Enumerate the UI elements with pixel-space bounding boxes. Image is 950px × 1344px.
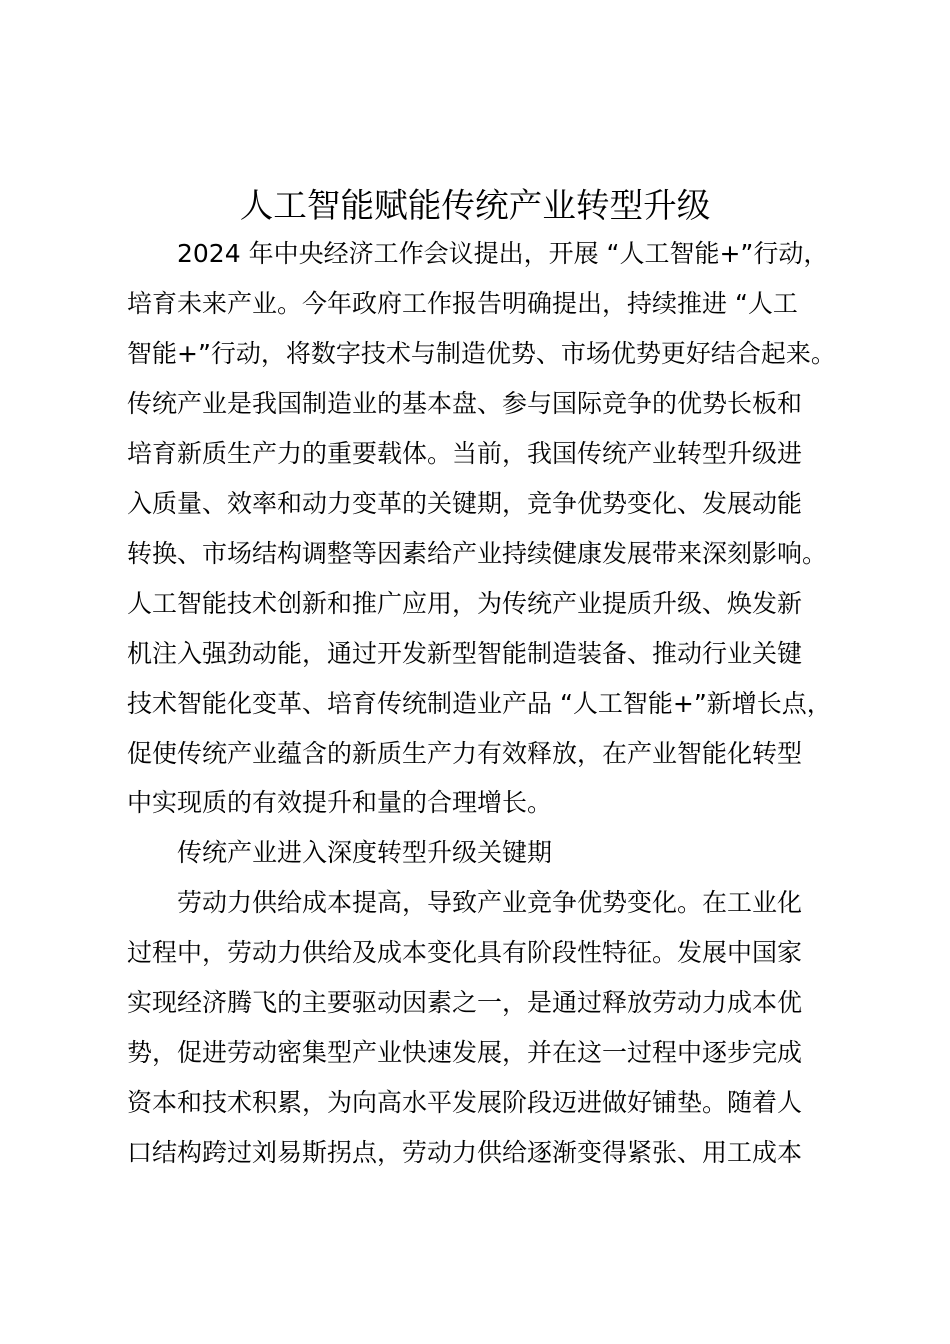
paragraph-1-line-6: 入质量、效率和动力变革的关键期，竞争优势变化、发展动能 (127, 489, 803, 518)
paragraph-1-line-5: 培育新质生产力的重要载体。当前，我国传统产业转型升级进 (127, 439, 803, 468)
paragraph-1-line-10: 技术智能化变革、培育传统制造业产品 “人工智能+”新增长点， (127, 689, 832, 718)
paragraph-2-line-2: 过程中，劳动力供给及成本变化具有阶段性特征。发展中国家 (127, 938, 803, 967)
paragraph-2-line-3: 实现经济腾飞的主要驱动因素之一，是通过释放劳动力成本优 (127, 988, 803, 1017)
paragraph-2-line-1: 劳动力供给成本提高，导致产业竞争优势变化。在工业化 (177, 888, 803, 917)
paragraph-1-line-2: 培育未来产业。今年政府工作报告明确提出，持续推进 “人工 (127, 289, 798, 318)
paragraph-1-line-9: 机注入强劲动能，通过开发新型智能制造装备、推动行业关键 (127, 639, 803, 668)
paragraph-1-line-3: 智能+”行动，将数字技术与制造优势、市场优势更好结合起来。 (127, 339, 836, 368)
paragraph-2-line-5: 资本和技术积累，为向高水平发展阶段迈进做好铺垫。随着人 (127, 1088, 803, 1117)
paragraph-1-line-1: 2024 年中央经济工作会议提出，开展 “人工智能+”行动， (177, 239, 829, 268)
paragraph-1-line-12: 中实现质的有效提升和量的合理增长。 (127, 788, 553, 817)
paragraph-1-line-7: 转换、市场结构调整等因素给产业持续健康发展带来深刻影响。 (127, 539, 828, 568)
paragraph-2-line-6: 口结构跨过刘易斯拐点，劳动力供给逐渐变得紧张、用工成本 (127, 1138, 803, 1167)
paragraph-1-line-11: 促使传统产业蕴含的新质生产力有效释放，在产业智能化转型 (127, 739, 803, 768)
document-title: 人工智能赋能传统产业转型升级 (239, 186, 711, 225)
paragraph-2-line-4: 势，促进劳动密集型产业快速发展，并在这一过程中逐步完成 (127, 1038, 803, 1067)
paragraph-1-line-4: 传统产业是我国制造业的基本盘、参与国际竞争的优势长板和 (127, 389, 803, 418)
section-heading: 传统产业进入深度转型升级关键期 (177, 838, 553, 867)
paragraph-1-line-8: 人工智能技术创新和推广应用，为传统产业提质升级、焕发新 (127, 589, 803, 618)
